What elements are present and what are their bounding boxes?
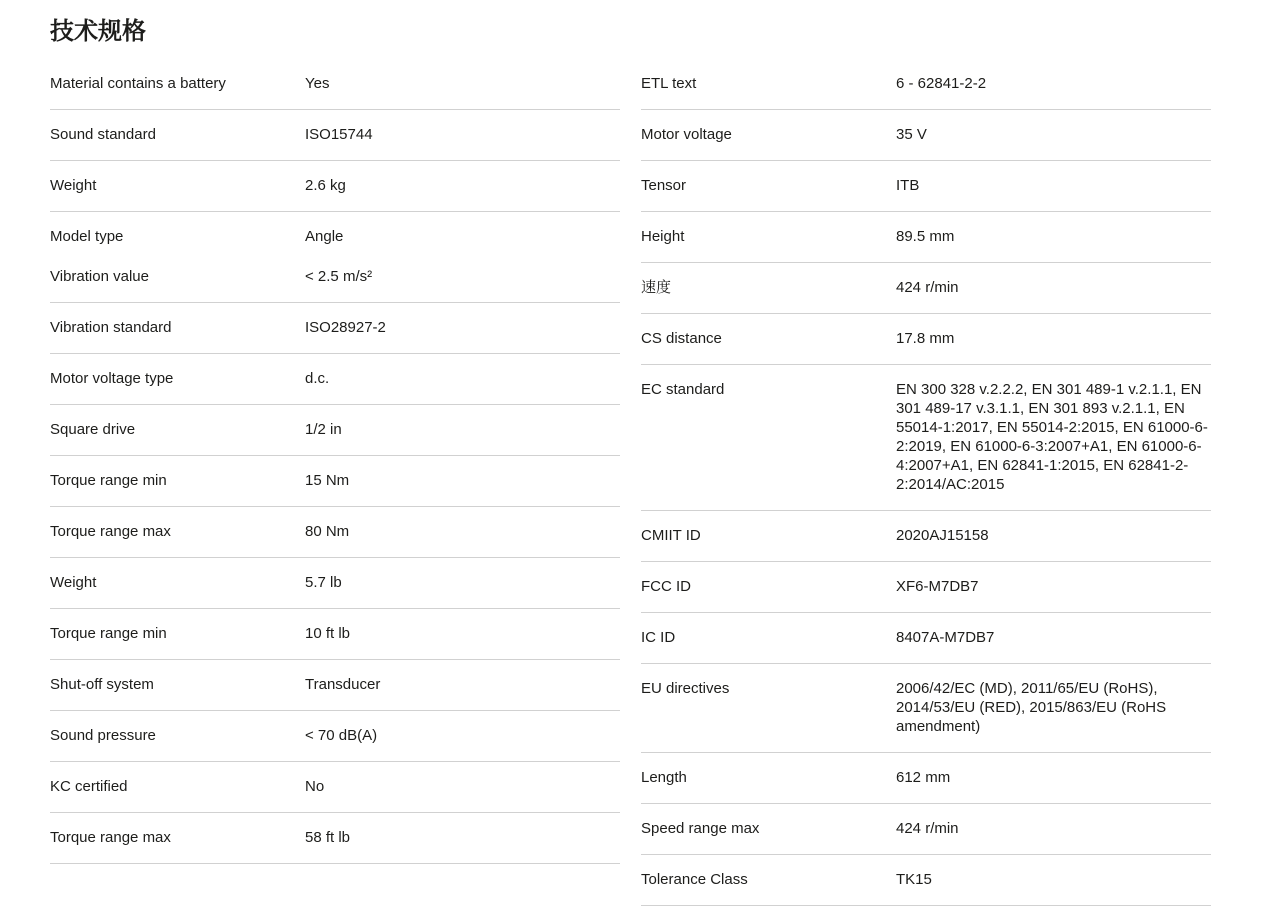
spec-label: KC certified [50,778,128,795]
spec-row [50,624,620,643]
spec-value: 1/2 in [305,421,342,438]
spec-label: Vibration value [50,268,149,285]
spec-page [0,16,1262,906]
spec-value: No [305,778,325,795]
spec-value: 58 ft lb [305,829,351,846]
spec-row-group [50,110,620,161]
spec-column-right [641,59,1211,906]
spec-row [641,819,1211,838]
spec-value: 424 r/min [896,820,959,837]
spec-label: Torque range min [50,472,167,489]
spec-value: ISO15744 [305,126,373,143]
spec-row [50,828,620,847]
spec-row [50,74,620,93]
spec-row-group [641,804,1211,855]
spec-value: 35 V [896,126,927,143]
spec-row [641,380,1211,494]
spec-row-group [50,813,620,864]
spec-row-group [50,212,620,303]
spec-row-group [641,562,1211,613]
spec-row [641,329,1211,348]
spec-label: Square drive [50,421,136,438]
spec-row [50,369,620,388]
spec-label: Tensor [641,177,687,194]
spec-label: Shut-off system [50,676,154,693]
spec-label: EU directives [641,680,730,697]
spec-row [50,176,620,195]
spec-value: ISO28927-2 [305,319,386,336]
spec-value: 80 Nm [305,523,350,540]
spec-row [641,125,1211,144]
spec-row [50,726,620,745]
spec-row-group [50,762,620,813]
spec-row-group [641,161,1211,212]
spec-value: 2020AJ15158 [896,527,989,544]
spec-row-group [641,511,1211,562]
spec-value: XF6-M7DB7 [896,578,979,595]
spec-row [50,420,620,439]
spec-row-group [641,613,1211,664]
spec-row-group [50,303,620,354]
spec-label: Weight [50,177,97,194]
spec-value: ITB [896,177,920,194]
spec-value: 612 mm [896,769,951,786]
spec-row-group [50,507,620,558]
spec-label: Vibration standard [50,319,172,336]
spec-column-left [50,59,620,864]
spec-row [641,679,1211,736]
spec-row [50,125,620,144]
spec-label: Torque range max [50,829,171,846]
spec-row [641,768,1211,787]
spec-label: Torque range max [50,523,171,540]
spec-row-group [641,753,1211,804]
spec-row [641,227,1211,246]
spec-value: 17.8 mm [896,330,955,347]
spec-value: 8407A-M7DB7 [896,629,995,646]
spec-value: Yes [305,75,330,92]
spec-row [50,318,620,337]
spec-value: 2.6 kg [305,177,346,194]
spec-label: Motor voltage [641,126,732,143]
spec-row [50,675,620,694]
spec-row [50,267,620,286]
spec-value: 15 Nm [305,472,350,489]
spec-row [50,573,620,592]
page-title: 技术规格 [50,18,146,45]
spec-value: 6 - 62841-2-2 [896,75,987,92]
spec-row-group [641,110,1211,161]
spec-value: TK15 [896,871,932,888]
spec-value: Angle [305,228,344,245]
spec-row [50,777,620,796]
spec-label: 速度 [641,279,672,296]
spec-label: CMIIT ID [641,527,701,544]
spec-value: 89.5 mm [896,228,955,245]
spec-table [50,59,1211,906]
spec-value: d.c. [305,370,330,387]
spec-row [641,176,1211,195]
spec-label: IC ID [641,629,676,646]
spec-row-group [50,354,620,405]
spec-label: Sound pressure [50,727,156,744]
spec-value: 10 ft lb [305,625,351,642]
spec-row-group [50,405,620,456]
spec-row-group [641,212,1211,263]
spec-label: EC standard [641,381,725,398]
spec-row-group [641,365,1211,511]
spec-value: Transducer [305,676,381,693]
spec-row-group [641,664,1211,753]
spec-row-group [641,314,1211,365]
spec-row [641,526,1211,545]
spec-label: Sound standard [50,126,156,143]
spec-label: Motor voltage type [50,370,174,387]
spec-label: Weight [50,574,97,591]
spec-label: Material contains a battery [50,75,226,92]
spec-label: Height [641,228,685,245]
spec-row-group [50,161,620,212]
spec-row-group [641,59,1211,110]
spec-row-group [641,855,1211,906]
spec-label: Speed range max [641,820,760,837]
spec-row-group [50,558,620,609]
spec-row [641,278,1211,297]
spec-row [641,577,1211,596]
spec-row-group [50,711,620,762]
spec-value: 2006/42/EC (MD), 2011/65/EU (RoHS), 2014/53/EU (RED), 2015/863/EU (RoHS amendment) [896,680,1167,735]
spec-row [50,227,620,246]
spec-label: FCC ID [641,578,691,595]
spec-label: ETL text [641,75,697,92]
spec-label: Torque range min [50,625,167,642]
spec-row [50,471,620,490]
spec-row [641,870,1211,889]
spec-label: Length [641,769,687,786]
spec-row-group [50,609,620,660]
spec-label: CS distance [641,330,722,347]
spec-value: 5.7 lb [305,574,342,591]
spec-label: Model type [50,228,124,245]
spec-row-group [50,456,620,507]
spec-row-group [641,263,1211,314]
spec-value: 424 r/min [896,279,959,296]
spec-row [50,522,620,541]
spec-row-group [50,660,620,711]
spec-value: < 70 dB(A) [305,727,378,744]
spec-row-group [50,59,620,110]
spec-row [641,74,1211,93]
spec-row [641,628,1211,647]
spec-value: < 2.5 m/s² [305,268,373,285]
spec-value: EN 300 328 v.2.2.2, EN 301 489-1 v.2.1.1, EN 301 489-17 v.3.1.1, EN 301 893 v.2.1.1, EN 55014-1:2017, EN 55014-2:2015, EN 61000-6-2:2019, EN 61000-6-3:2007+A1, EN 61000-6-4:2007+A1, EN 62841-1:2015, EN 62841-2-2:2014/AC:2015 [896,381,1208,493]
spec-label: Tolerance Class [641,871,748,888]
